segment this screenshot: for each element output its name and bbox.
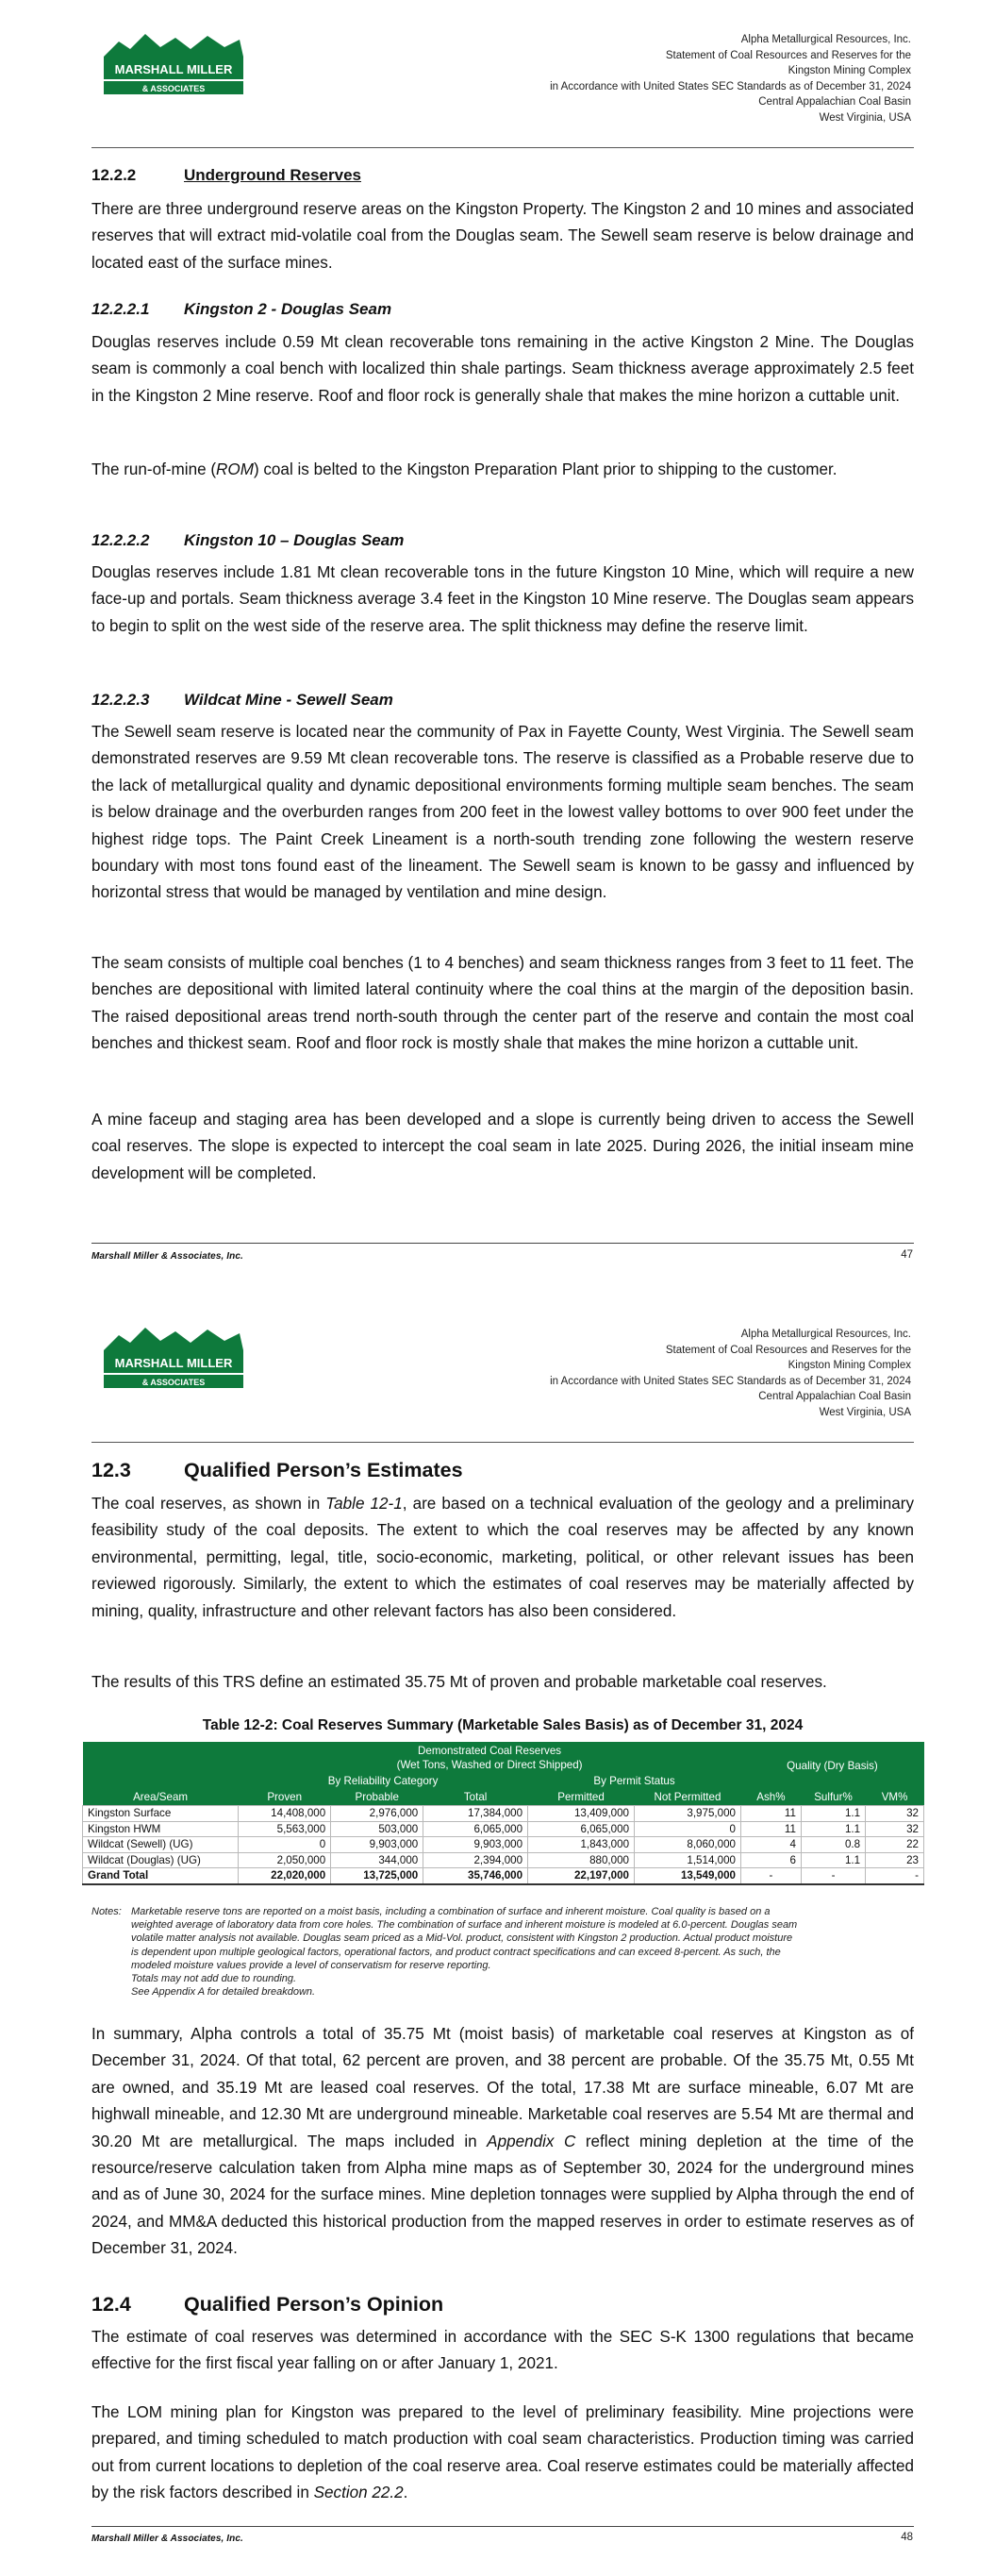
- para-kingston-10: Douglas reserves include 1.81 Mt clean recoverable tons in the future Kingston 10 Mine, which will require a new face-up and portals. Seam thickness average 3.4 feet in the Kingston 10 Mine reserve. The Douglas seam appears to begin to split on the west side of the reserve area. The split thickness may define the reserve limit.: [91, 563, 914, 635]
- heading-12-4: 12.4 Qualified Person’s Opinion: [91, 2293, 444, 2316]
- footer-firm: Marshall Miller & Associates, Inc.: [91, 2534, 243, 2544]
- header-complex: Kingston Mining Complex: [788, 65, 911, 77]
- table-row: Kingston Surface 14,408,000 2,976,000 17,384,000 13,409,000 3,975,000 11 1.1 32: [83, 1806, 924, 1822]
- col-area: Area/Seam: [83, 1789, 239, 1806]
- footer-page-number: 48: [901, 2532, 913, 2543]
- notes-label: Notes:: [91, 1906, 122, 1917]
- note-line: modeled moisture values provide a level of conservatism for reserve reporting.: [131, 1959, 491, 1971]
- heading-12-3: 12.3 Qualified Person’s Estimates: [91, 1459, 463, 1481]
- heading-12-2-2-1: 12.2.2.1 Kingston 2 - Douglas Seam: [91, 300, 392, 318]
- svg-text:& ASSOCIATES: & ASSOCIATES: [141, 84, 206, 93]
- col-not-permitted: Not Permitted: [635, 1789, 741, 1806]
- para-benches: The seam consists of multiple coal benches (1 to 4 benches) and seam thickness ranges from 3 feet to 11 feet. The benches are depositional with limited lateral continuity where the coal thins at the margin of the deposition basin. The raised depositional areas trend north-south through the center part of the reserve and contain the most coal benches and thickest seam. Roof and floor rock is mostly shale that makes the mine horizon a cuttable unit.: [91, 954, 914, 1053]
- header-statement: Statement of Coal Resources and Reserves for the: [665, 49, 911, 61]
- col-proven: Proven: [239, 1789, 331, 1806]
- col-total: Total: [423, 1789, 528, 1806]
- group-quality: Quality (Dry Basis): [740, 1742, 923, 1789]
- svg-text:MARSHALL MILLER: MARSHALL MILLER: [114, 1356, 233, 1370]
- heading-12-2-2: 12.2.2 Underground Reserves: [91, 166, 361, 184]
- note-line: Totals may not add due to rounding.: [131, 1973, 297, 1985]
- page-48: [0, 1283, 995, 2576]
- table-row: Wildcat (Sewell) (UG) 0 9,903,000 9,903,000 1,843,000 8,060,000 4 0.8 22: [83, 1837, 924, 1853]
- col-probable: Probable: [331, 1789, 423, 1806]
- page-47: [0, 0, 995, 1283]
- note-line: is dependent upon multiple geological factors, operational factors, and product contract specifications and can exceed 8-percent. As such, the: [131, 1946, 781, 1958]
- para-lom: The LOM mining plan for Kingston was prepared to the level of preliminary feasibility. Mine projections were prepared, and timing scheduled to match production with coal seam characteristics. Production timing was carried out from current locations to depletion of the coal reserve area. Coal reserve estimates could be materially affected by the risk factors described in Section 22.2.: [91, 2403, 914, 2502]
- coal-reserves-table: [82, 1742, 924, 1885]
- column-headers: [83, 1789, 924, 1806]
- svg-text:MARSHALL MILLER: MARSHALL MILLER: [114, 62, 233, 76]
- note-line: weighted average of laboratory data from core holes. The combination of surface and inherent moisture is modeled at 6.0-percent. Douglas seam: [131, 1919, 798, 1932]
- header-company: Alpha Metallurgical Resources, Inc.: [740, 1329, 911, 1340]
- header-company: Alpha Metallurgical Resources, Inc.: [740, 34, 911, 45]
- sub-permit: By Permit Status: [528, 1773, 741, 1789]
- header-state: West Virginia, USA: [819, 1406, 911, 1418]
- note-line: volatile matter analysis not available. Douglas seam priced as a Mid-Vol. product, consistent with Kingston 2 production. Actual product moisture: [131, 1932, 793, 1945]
- para-summary: In summary, Alpha controls a total of 35.75 Mt (moist basis) of marketable coal reserves at Kingston as of December 31, 2024. Of that total, 62 percent are proven, and 38 percent are probable. Of the 35.75 Mt, 0.55 Mt are owned, and 35.19 Mt are leased coal reserves. Of the total, 17.38 Mt are surface mineable, 6.07 Mt are highwall mineable, and 12.30 Mt are underground mineable. Marketable coal reserves are 5.54 Mt are thermal and 30.20 Mt are metallurgical. The maps included in Appendix C reflect mining depletion at the time of the resource/reserve calculation taken from Alpha mine maps as of September 30, 2024 for the underground mines and as of June 30, 2024 for the surface mines. Mine depletion tonnages were supplied by Alpha through the end of 2024, and MM&A deducted this historical production from the mapped reserves in order to estimate reserves as of December 31, 2024.: [91, 2025, 914, 2258]
- heading-12-2-2-3: 12.2.2.3 Wildcat Mine - Sewell Seam: [91, 691, 393, 709]
- para-opinion: The estimate of coal reserves was determined in accordance with the SEC S-K 1300 regulations that became effective for the first fiscal year falling on or after January 1, 2021.: [91, 2328, 914, 2373]
- col-permitted: Permitted: [528, 1789, 635, 1806]
- header-standards: in Accordance with United States SEC Standards as of December 31, 2024: [550, 80, 911, 92]
- mma-logo: [98, 28, 249, 100]
- col-ash: Ash%: [740, 1789, 801, 1806]
- para-estimates: The coal reserves, as shown in Table 12-1, are based on a technical evaluation of the geology and a preliminary feasibility study of the coal deposits. The extent to which the coal reserves may be affected by any known environmental, permitting, legal, title, socio-economic, marketing, political, or other relevant issues has been reviewed rigorously. Similarly, the extent to which the estimates of coal reserves may be materially affected by mining, quality, infrastructure and other relevant factors has also been considered.: [91, 1495, 915, 1620]
- page-header: [550, 1327, 911, 1421]
- header-basin: Central Appalachian Coal Basin: [758, 96, 911, 109]
- para-sewell: The Sewell seam reserve is located near the community of Pax in Fayette County, West Virginia. The Sewell seam demonstrated reserves are 9.59 Mt clean recoverable tons. The reserve is classified as a Probable reserve due to the lack of metallurgical quality and dynamic depositional environments forming multiple seam benches. The seam is below drainage and the overburden ranges from 200 feet in the lowest valley bottoms to over 900 feet under the highest ridge tops. The Paint Creek Lineament is a north-south trending zone following the western reserve boundary with most tons found east of the lineament. The Sewell seam is known to be gassy and influenced by horizontal stress that would be managed by ventilation and mine design.: [91, 723, 914, 902]
- footer-rule: [91, 1243, 914, 1244]
- grand-total-row: Grand Total 22,020,000 13,725,000 35,746,000 22,197,000 13,549,000 - - -: [83, 1868, 924, 1884]
- note-line: Marketable reserve tons are reported on a moist basis, including a combination of surface and inherent moisture. Coal quality is based on a: [131, 1906, 771, 1917]
- para-results: The results of this TRS define an estimated 35.75 Mt of proven and probable marketable coal reserves.: [91, 1673, 827, 1691]
- para-kingston-2: Douglas reserves include 0.59 Mt clean recoverable tons remaining in the active Kingston 2 Mine. The Douglas seam is commonly a coal bench with localized thin shale partings. Seam thickness average approximately 2.5 feet in the Kingston 2 Mine reserve. Roof and floor rock is generally shale that makes the mine horizon a cuttable unit.: [91, 333, 914, 405]
- header-basin: Central Appalachian Coal Basin: [758, 1391, 911, 1403]
- table-row: Kingston HWM 5,563,000 503,000 6,065,000 6,065,000 0 11 1.1 32: [83, 1821, 924, 1837]
- blank-header: [83, 1742, 239, 1789]
- footer-page-number: 47: [901, 1249, 913, 1261]
- col-vm: VM%: [866, 1789, 924, 1806]
- para-underground-intro: There are three underground reserve areas on the Kingston Property. The Kingston 2 and 10 mines and associated reserves that will extract mid-volatile coal from the Douglas seam. The Sewell seam reserve is below drainage and located east of the surface mines.: [91, 200, 914, 272]
- table-row: Wildcat (Douglas) (UG) 2,050,000 344,000 2,394,000 880,000 1,514,000 6 1.1 23: [83, 1852, 924, 1868]
- header-rule: [91, 1442, 914, 1443]
- footer-rule: [91, 2526, 914, 2527]
- col-sulfur: Sulfur%: [801, 1789, 865, 1806]
- para-faceup: A mine faceup and staging area has been developed and a slope is currently being driven to access the Sewell coal reserves. The slope is expected to intercept the coal seam in late 2025. During 2026, the initial inseam mine development will be completed.: [91, 1111, 914, 1182]
- header-statement: Statement of Coal Resources and Reserves for the: [665, 1344, 911, 1356]
- header-standards: in Accordance with United States SEC Standards as of December 31, 2024: [550, 1375, 911, 1387]
- header-rule: [91, 147, 914, 148]
- note-line: See Appendix A for detailed breakdown.: [131, 1986, 316, 1999]
- group-demonstrated: Demonstrated Coal Reserves (Wet Tons, Washed or Direct Shipped): [239, 1742, 741, 1773]
- header-state: West Virginia, USA: [819, 111, 911, 124]
- table-caption: Table 12-2: Coal Reserves Summary (Marketable Sales Basis) as of December 31, 2024: [202, 1717, 804, 1733]
- heading-12-2-2-2: 12.2.2.2 Kingston 10 – Douglas Seam: [91, 531, 405, 549]
- para-rom: The run-of-mine (ROM) coal is belted to the Kingston Preparation Plant prior to shipping to the customer.: [91, 460, 837, 478]
- mma-logo: [98, 1322, 249, 1394]
- footer-firm: Marshall Miller & Associates, Inc.: [91, 1251, 243, 1262]
- header-complex: Kingston Mining Complex: [788, 1360, 911, 1372]
- page-header: [550, 32, 911, 126]
- svg-text:& ASSOCIATES: & ASSOCIATES: [141, 1378, 206, 1387]
- sub-reliability: By Reliability Category: [239, 1773, 528, 1789]
